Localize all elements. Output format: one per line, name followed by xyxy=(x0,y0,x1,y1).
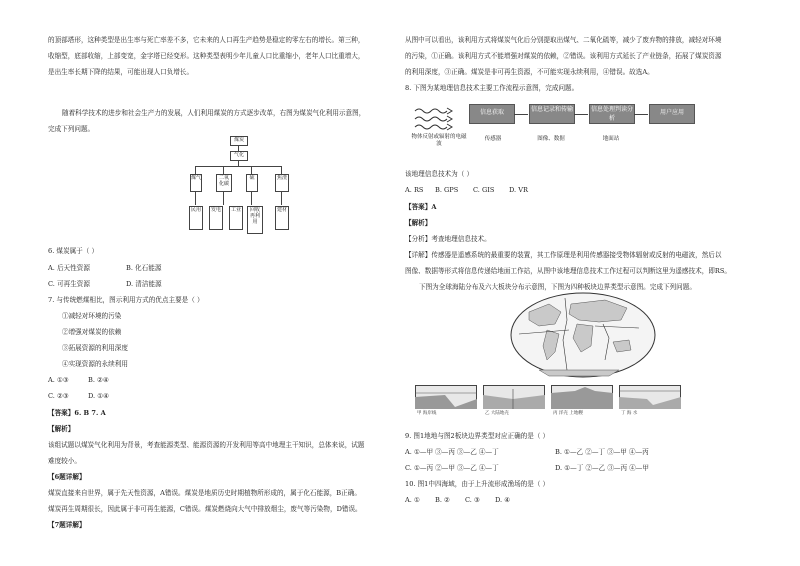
detail-8-line1: 【详解】传感器是遥感系统的最重要的装置，其工作原理是利用传感器接受物体辐射或反射的电磁波，然后以 xyxy=(405,251,722,259)
q7-option-a: A. ①③ xyxy=(48,376,69,384)
q8-stem: 该地理信息技术为（ ） xyxy=(405,170,474,178)
q7-item-1: ①减轻对环境的污染 xyxy=(62,312,122,320)
flow-caption-sensor: 传感器 xyxy=(484,136,502,142)
diagram-connector xyxy=(281,166,282,174)
plate-intro: 下图为全球海陆分布及六大板块分布示意图，下图为四种板块边界类型示意图。完成下列问题。 xyxy=(419,283,696,291)
diagram-connector xyxy=(281,191,282,205)
q7-option-d: D. ①④ xyxy=(88,392,110,400)
q10-option-d: D. ④ xyxy=(495,496,511,504)
para1-line1: 的顶部塔形，这种类型是出生率与死亡率差不多，它未来的人口再生产趋势是稳定的零左右的增长。第三种， xyxy=(48,36,365,44)
q10-option-b: B. ② xyxy=(435,496,450,504)
q6-option-b: B. 化石能源 xyxy=(126,264,162,272)
para2-line2: 完成下列问题。 xyxy=(48,125,95,133)
flow-box-user: 用户应用 xyxy=(649,104,695,124)
right-line1: 从图中可以看出，该利用方式将煤炭气化后分别提取出煤气、二氧化硫等，减少了废弃物的排放，减轻对环境 xyxy=(405,36,722,44)
q9-option-c: C. ①—丙 ②—甲 ③—乙 ④—丁 xyxy=(405,464,499,472)
q7-option-b: B. ②④ xyxy=(88,376,109,384)
right-line3: 的利用深度，③正确。煤炭是非可再生资源，不可能实现永续利用，④错误。故选A。 xyxy=(405,68,654,76)
flow-arrow xyxy=(514,114,528,115)
diagram-connector xyxy=(195,166,281,167)
flow-caption-station: 地面站 xyxy=(602,136,620,142)
q7-item-2: ②增强对煤炭的依赖 xyxy=(62,328,122,336)
flow-caption-wave: 物体反射或辐射的电磁波 xyxy=(411,134,467,147)
question-6: 6. 煤炭属于（ ） xyxy=(48,247,99,255)
diagram-recycle-box: 回收再利用 xyxy=(247,206,263,234)
para1-line2: 收缩型，底部收缩，上部变宽，金字塔已经变形。这种类型表明少年儿童人口比重缩小，老年人口比重增大， xyxy=(48,52,365,60)
boundary-strip-2 xyxy=(483,385,545,409)
analysis-line2: 难度较小。 xyxy=(48,457,81,465)
strip-caption-1: 甲 海岸线 xyxy=(417,411,437,416)
diagram-gas-box: 煤气 xyxy=(190,174,202,192)
analysis-line1: 该组试题以煤炭气化利用为背景，考查能源类型、能源资源的开发利用等高中地理主干知识，总体来说，试题 xyxy=(48,441,365,449)
flow-arrow xyxy=(574,114,588,115)
q7-detail-heading: 【7题详解】 xyxy=(48,521,86,529)
q6-option-a: A. 后天性资源 xyxy=(48,264,90,272)
q6-detail-heading: 【6题详解】 xyxy=(48,473,86,481)
q9-option-a: A. ①—甲 ③—丙 ③—乙 ④—丁 xyxy=(405,448,499,456)
flow-arrow xyxy=(634,114,648,115)
diagram-connector xyxy=(223,191,224,205)
detail-8-line2: 图像、数据等形式将信息传递给地面工作站，从图中该地理信息技术工作过程可以判断这里为遥感技术，即RS。 xyxy=(405,267,731,275)
q6-option-c: C. 可再生资源 xyxy=(48,280,90,288)
diagram-power-box: 发电 xyxy=(209,206,223,230)
flow-box-record: 信息记录和传输 xyxy=(529,104,575,124)
flow-box-acquire: 信息获取 xyxy=(469,104,515,124)
q10-option-c: C. ③ xyxy=(465,496,480,504)
answer-8: 【答案】A xyxy=(405,203,437,211)
fenxi-8: 【分析】考查地理信息技术。 xyxy=(405,235,491,243)
question-9: 9. 图1地地与图2板块边界类型对应正确的是（ ） xyxy=(405,432,550,440)
diagram-co2-box: 二氧化碳 xyxy=(216,174,232,192)
para1-line3: 是出生率长期下降的结果，可能出现人口负增长。 xyxy=(48,68,194,76)
diagram-coal-box: 煤炭 xyxy=(230,136,248,146)
boundary-strip-1 xyxy=(415,385,477,409)
q6-detail-line1: 煤炭直接来自世界，属于先天性资源，A错误。煤炭是地质历史时期植物所形成的，属于化石能源，B正确。 xyxy=(48,489,361,497)
q9-option-d: D. ①—丁 ②—乙 ③—丙 ④—甲 xyxy=(555,464,649,472)
rs-flow-diagram xyxy=(413,96,703,161)
diagram-connector xyxy=(251,166,252,174)
analysis-heading: 【解析】 xyxy=(48,425,75,433)
strip-caption-2: 乙 大陆地壳 xyxy=(485,411,509,416)
analysis-heading-8: 【解析】 xyxy=(405,219,432,227)
boundary-strip-4 xyxy=(619,385,681,409)
q6-option-d: D. 清洁能源 xyxy=(126,280,162,288)
plate-boundary-strips xyxy=(415,385,715,421)
diagram-gasify-box: 气化 xyxy=(230,151,248,161)
diagram-building-box: 建材 xyxy=(275,206,289,230)
right-line2: 的污染，①正确。该利用方式不能增强对煤炭的依赖，②错误。该利用方式延长了产业链条，拓展了煤炭资源 xyxy=(405,52,722,60)
boundary-strip-3 xyxy=(551,385,613,409)
q8-option-c: C. GIS xyxy=(473,186,495,194)
question-8: 8. 下图为某地理信息技术主要工作流程示意图，完成问题。 xyxy=(405,84,579,92)
strip-caption-4: 丁 海 水 xyxy=(621,411,638,416)
diagram-connector xyxy=(251,191,252,205)
diagram-connector xyxy=(223,166,224,174)
q7-item-3: ③拓展资源的利用深度 xyxy=(62,344,128,352)
q8-option-a: A. RS xyxy=(405,186,424,194)
q6-detail-line2: 煤炭再生周期很长，因此属于非可再生能源，C错误。煤炭燃烧向大气中排放烟尘，废气等污染物，D错误。 xyxy=(48,505,362,513)
wave-arrows-icon xyxy=(413,106,455,136)
q7-option-c: C. ②③ xyxy=(48,392,69,400)
question-7: 7. 与传统燃煤相比，图示利用方式的优点主要是（ ） xyxy=(48,296,204,304)
q7-item-4: ④实现资源的永续利用 xyxy=(62,360,128,368)
flow-box-process: 信息处理判读分析 xyxy=(590,106,633,122)
coal-gasification-diagram xyxy=(185,136,295,236)
answer-6-7: 【答案】6. B 7. A xyxy=(48,409,106,417)
q8-option-b: B. GPS xyxy=(435,186,459,194)
q10-option-a: A. ① xyxy=(405,496,420,504)
diagram-slag-box: 焦渣 xyxy=(275,174,289,192)
para2-line1: 随着科学技术的进步和社会生产力的发展，人们利用煤炭的方式逐步改革，右图为煤炭气化利用示意图， xyxy=(62,109,366,117)
q8-option-d: D. VR xyxy=(509,186,528,194)
diagram-civil-box: 民用 xyxy=(189,206,203,230)
world-plates-map xyxy=(509,290,657,380)
diagram-industry-box: 工业 xyxy=(229,206,243,230)
diagram-connector xyxy=(195,166,196,174)
diagram-connector xyxy=(195,191,196,205)
q9-option-b: B. ①—乙 ②—丁 ③—甲 ④—丙 xyxy=(555,448,649,456)
flow-caption-data: 图像、数据 xyxy=(537,136,565,142)
question-10: 10. 图1中四海域，由于上升流形成渔场的是（ ） xyxy=(405,480,550,488)
strip-caption-3: 丙 洋壳 上地幔 xyxy=(553,411,583,416)
diagram-sulfur-box: 硫 xyxy=(246,174,258,192)
